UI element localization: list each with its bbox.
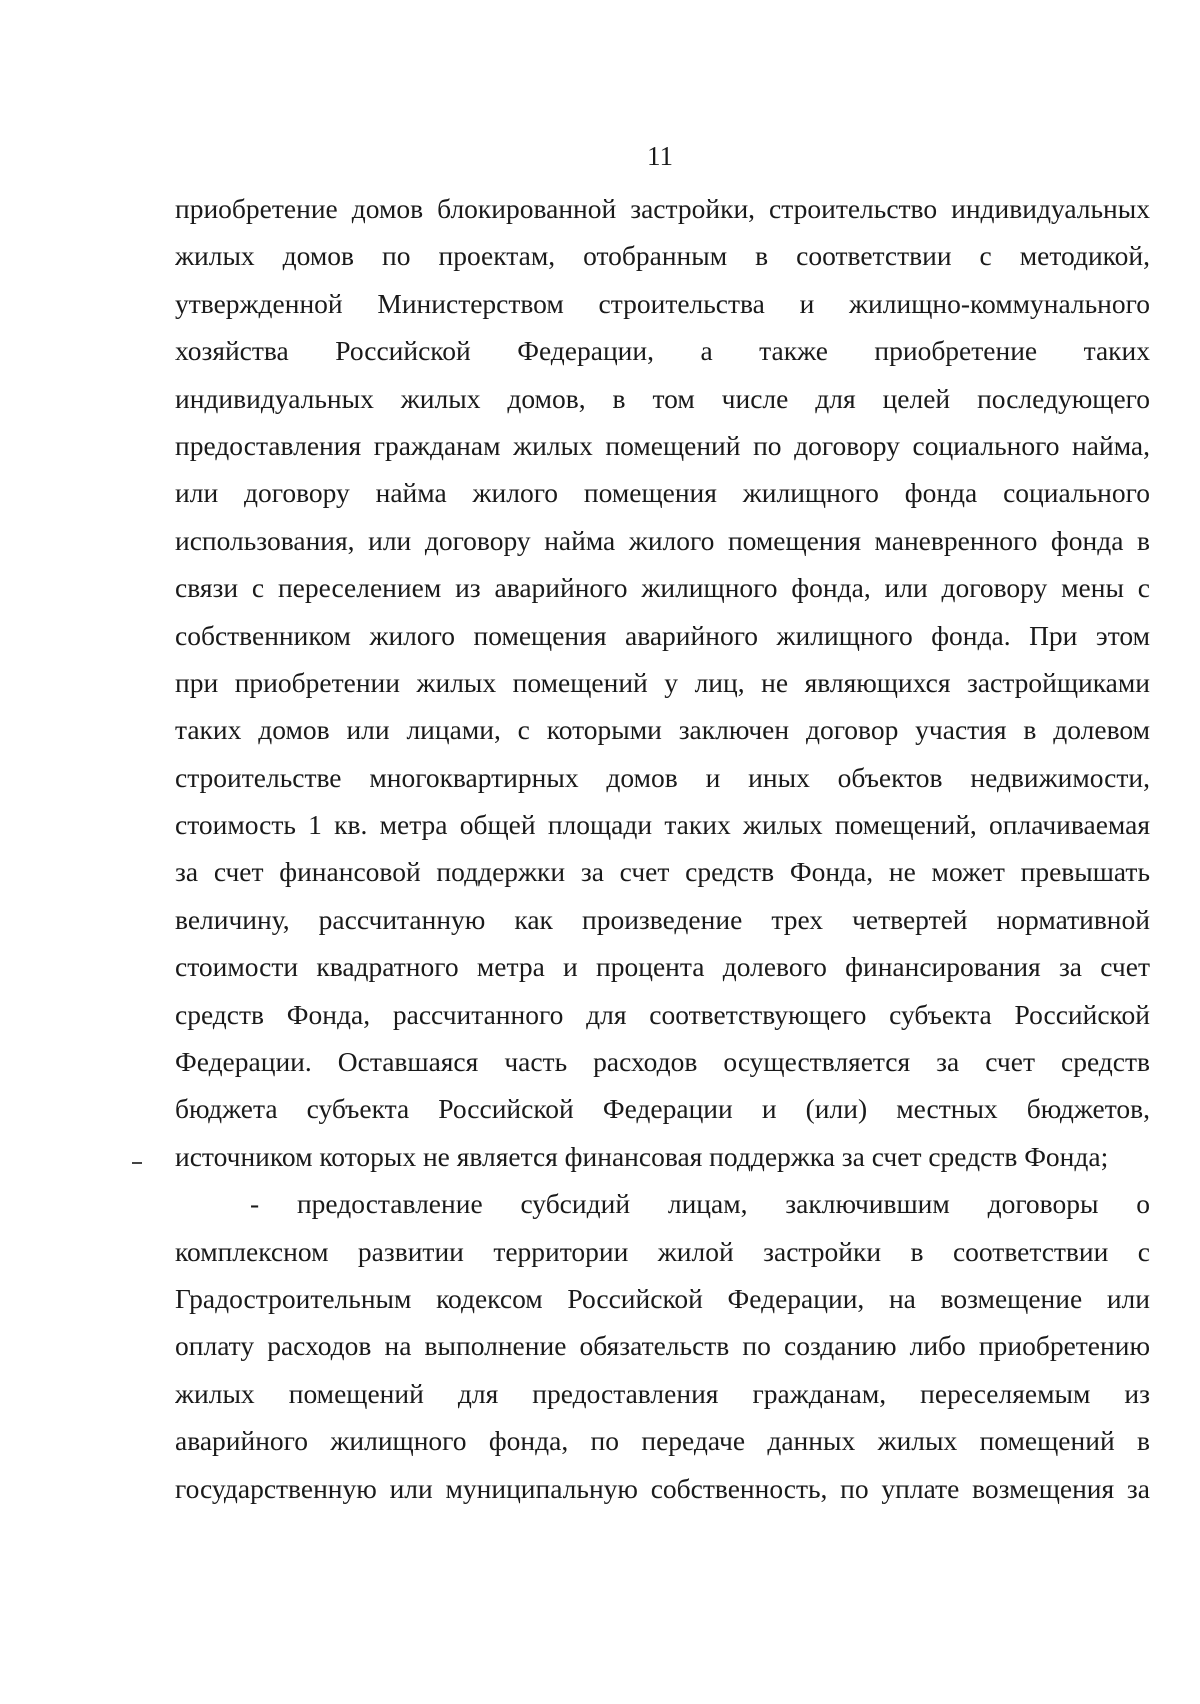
text-line: величину, рассчитанную как произведение трех четвертей нормативной bbox=[175, 903, 1150, 935]
list-item-line: - предоставление субсидий лицам, заключившим договоры о bbox=[250, 1188, 1150, 1220]
text-line: Градостроительным кодексом Российской Федерации, на возмещение или bbox=[175, 1282, 1150, 1314]
text-line: жилых домов по проектам, отобранным в соответствии с методикой, bbox=[175, 240, 1150, 272]
text-line: утвержденной Министерством строительства и жилищно-коммунального bbox=[175, 287, 1150, 319]
text-line: собственником жилого помещения аварийного жилищного фонда. При этом bbox=[175, 619, 1150, 651]
text-line: комплексном развитии территории жилой застройки в соответствии с bbox=[175, 1235, 1150, 1267]
text-line: предоставления гражданам жилых помещений по договору социального найма, bbox=[175, 429, 1150, 461]
page-number: 11 bbox=[647, 141, 673, 171]
text-line: за счет финансовой поддержки за счет средств Фонда, не может превышать bbox=[175, 856, 1150, 888]
text-line: оплату расходов на выполнение обязательств по созданию либо приобретению bbox=[175, 1330, 1150, 1362]
document-body bbox=[175, 185, 1150, 1512]
text-line: индивидуальных жилых домов, в том числе для целей последующего bbox=[175, 382, 1150, 414]
text-line: аварийного жилищного фонда, по передаче данных жилых помещений в bbox=[175, 1425, 1150, 1457]
margin-mark bbox=[132, 1162, 142, 1164]
text-line: стоимость 1 кв. метра общей площади таких жилых помещений, оплачиваемая bbox=[175, 809, 1150, 841]
text-line: таких домов или лицами, с которыми заключен договор участия в долевом bbox=[175, 714, 1150, 746]
text-line: приобретение домов блокированной застройки, строительство индивидуальных bbox=[175, 193, 1150, 224]
text-line: источником которых не является финансовая поддержка за счет средств Фонда; bbox=[175, 1140, 1109, 1172]
text-line: строительстве многоквартирных домов и иных объектов недвижимости, bbox=[175, 761, 1150, 793]
text-line: стоимости квадратного метра и процента долевого финансирования за счет bbox=[175, 951, 1150, 983]
text-line: жилых помещений для предоставления гражданам, переселяемым из bbox=[175, 1377, 1150, 1409]
text-line: использования, или договору найма жилого помещения маневренного фонда в bbox=[175, 524, 1150, 556]
text-line: или договору найма жилого помещения жилищного фонда социального bbox=[175, 477, 1150, 509]
text-line: хозяйства Российской Федерации, а также приобретение таких bbox=[175, 335, 1150, 367]
text-line: государственную или муниципальную собственность, по уплате возмещения за bbox=[175, 1472, 1150, 1504]
text-line: при приобретении жилых помещений у лиц, не являющихся застройщиками bbox=[175, 666, 1150, 698]
text-line: Федерации. Оставшаяся часть расходов осуществляется за счет средств bbox=[175, 1046, 1150, 1078]
text-line: бюджета субъекта Российской Федерации и (или) местных бюджетов, bbox=[175, 1093, 1150, 1125]
text-line: связи с переселением из аварийного жилищного фонда, или договору мены с bbox=[175, 572, 1150, 604]
text-line: средств Фонда, рассчитанного для соответствующего субъекта Российской bbox=[175, 998, 1150, 1030]
